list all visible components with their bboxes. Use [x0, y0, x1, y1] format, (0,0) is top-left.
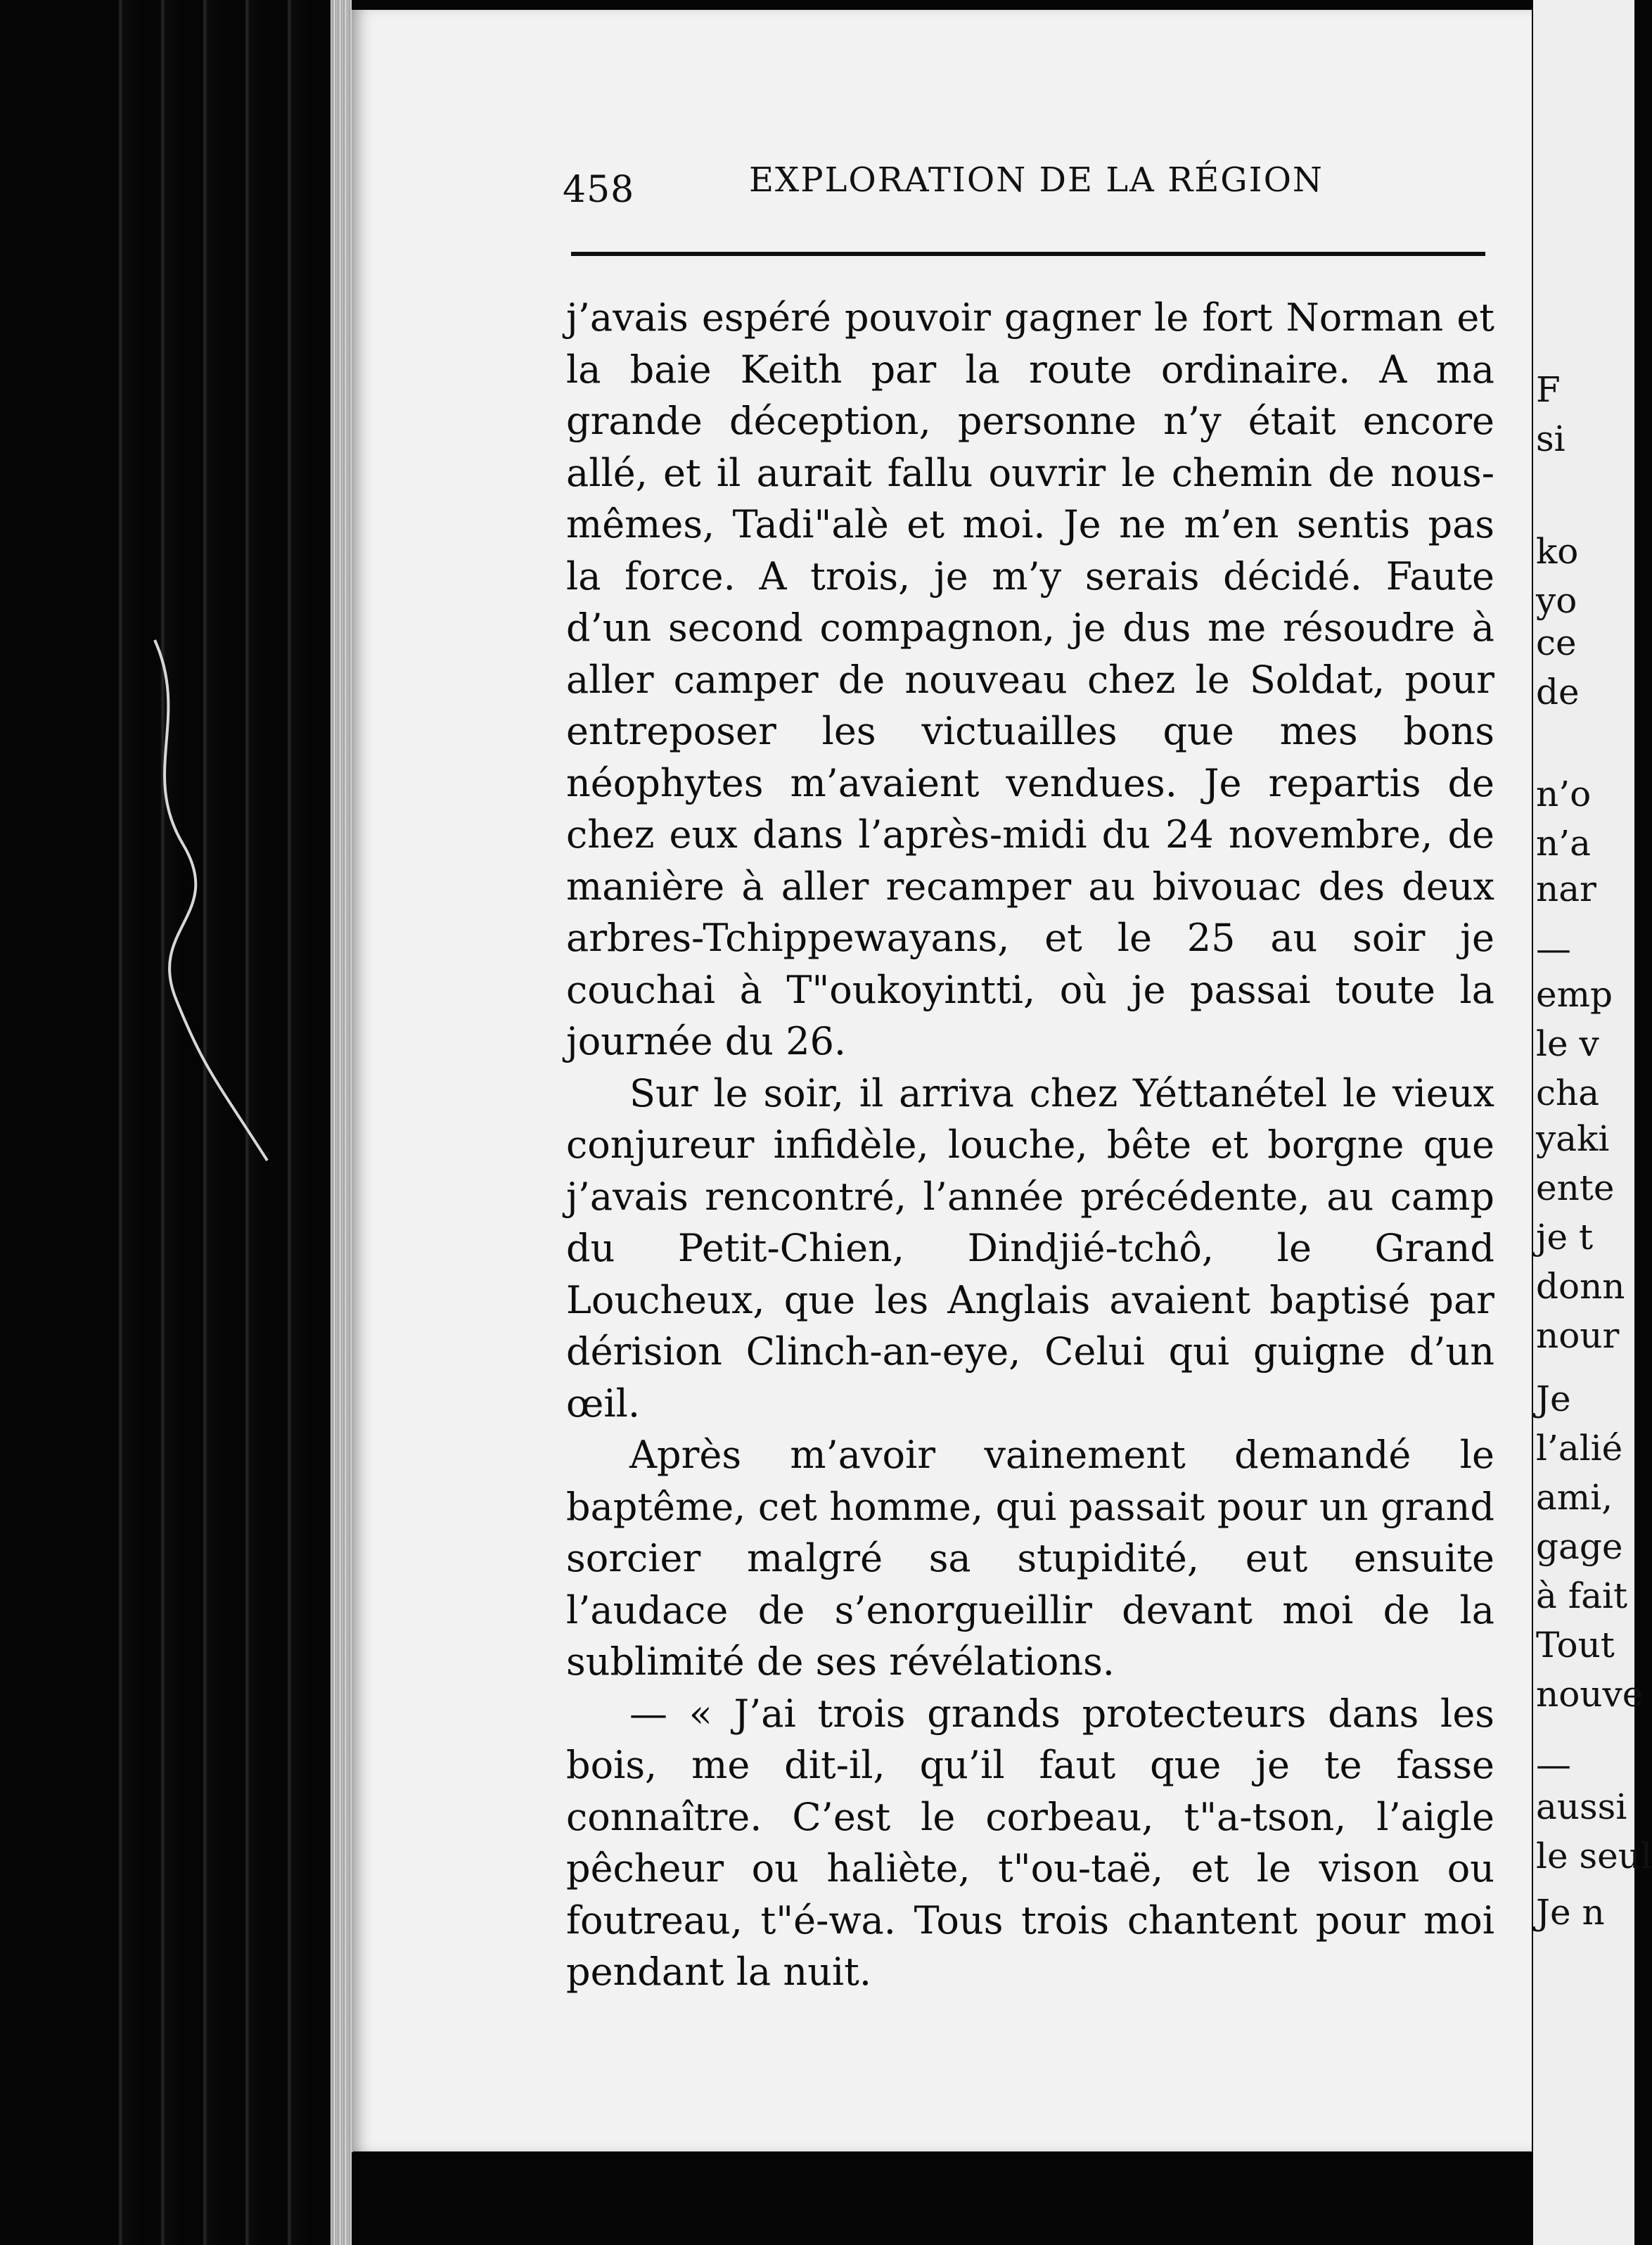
facing-page-line: n’o	[1536, 774, 1592, 814]
facing-page-line: je t	[1536, 1217, 1594, 1258]
paragraph-1: j’avais espéré pouvoir gagner le fort Norman et la baie Keith par la route ordinaire. A ma grande déception, personne n’y était encore allé, et il aurait fallu ouvrir le chemin de nous-mêmes, Tadi"alè et moi. Je ne m’en sentis pas la force. A trois, je m’y serais décidé. Faute d’un second compagnon, je dus me résoudre à aller camper de nouveau chez le Soldat, pour entreposer les victuailles que mes bons néophytes m’avaient vendues. Je repartis de chez eux dans l’après-midi du 24 novembre, de manière à aller recamper au bivouac des deux arbres-Tchippewayans, et le 25 au soir je couchai à T"oukoyintti, où je passai toute la journée du 26.	[566, 295, 1494, 1063]
scan-border-top	[352, 0, 1533, 10]
paragraph-3: Après m’avoir vainement demandé le baptême, cet homme, qui passait pour un grand sorcier malgré sa stupidité, eut ensuite l’audace de s’enorgueillir devant moi de la sublimité de ses révélations.	[566, 1433, 1494, 1684]
facing-page-line: nouve	[1536, 1674, 1644, 1715]
scan-border-bottom	[352, 2152, 1533, 2245]
page-body	[566, 292, 1494, 1998]
facing-page-line: donn	[1536, 1266, 1625, 1307]
facing-page-line: le seul	[1536, 1836, 1652, 1876]
page-number: 458	[563, 169, 635, 211]
page-edges	[331, 0, 353, 2245]
facing-page-line: n’a	[1536, 823, 1591, 864]
facing-page-line: le v	[1536, 1023, 1599, 1064]
facing-page-line: nar	[1536, 869, 1596, 909]
facing-page-line: ente	[1536, 1168, 1615, 1208]
facing-page-line: ko	[1536, 531, 1579, 572]
facing-page-line: Je	[1536, 1379, 1571, 1419]
facing-page-line: yo	[1536, 580, 1577, 621]
running-title: EXPLORATION DE LA RÉGION	[749, 160, 1324, 200]
running-head	[563, 155, 1491, 211]
facing-page-line: l’alié	[1536, 1428, 1623, 1469]
facing-page-line: —	[1536, 1744, 1571, 1785]
facing-page-line: —	[1536, 928, 1571, 969]
facing-page-line: si	[1536, 418, 1565, 459]
facing-page-line: gage	[1536, 1526, 1623, 1567]
facing-page-text	[1536, 0, 1652, 2245]
facing-page-line: nour	[1536, 1315, 1620, 1356]
facing-page-line: ce	[1536, 622, 1577, 663]
header-rule	[571, 252, 1485, 256]
facing-page-line: cha	[1536, 1073, 1600, 1113]
facing-page-line: yaki	[1536, 1118, 1610, 1159]
facing-page-line: emp	[1536, 974, 1613, 1015]
facing-page-line: à fait	[1536, 1575, 1628, 1616]
facing-page-line: de	[1536, 672, 1580, 712]
facing-page-line: Je n	[1536, 1892, 1605, 1933]
bookmark-string	[134, 633, 274, 1168]
paragraph-4: — « J’ai trois grands protecteurs dans les bois, me dit-il, qu’il faut que je te fasse connaître. C’est le corbeau, t"a-tson, l’aigle pêcheur ou haliète, t"ou-taë, et le vison ou foutreau, t"é-wa. Tous trois chantent pour moi pendant la nuit.	[566, 1691, 1494, 1994]
facing-page-line: Tout	[1536, 1625, 1615, 1665]
facing-page-line: aussi	[1536, 1786, 1627, 1827]
paragraph-2: Sur le soir, il arriva chez Yéttanétel le vieux conjureur infidèle, louche, bête et borgne que j’avais rencontré, l’année précédente, au camp du Petit-Chien, Dindjié-tchô, le Grand Loucheux, que les Anglais avaient baptisé par dérision Clinch-an-eye, Celui qui guigne d’un œil.	[566, 1070, 1494, 1426]
facing-page-line: ami,	[1536, 1477, 1613, 1518]
facing-page-line: F	[1536, 369, 1561, 410]
